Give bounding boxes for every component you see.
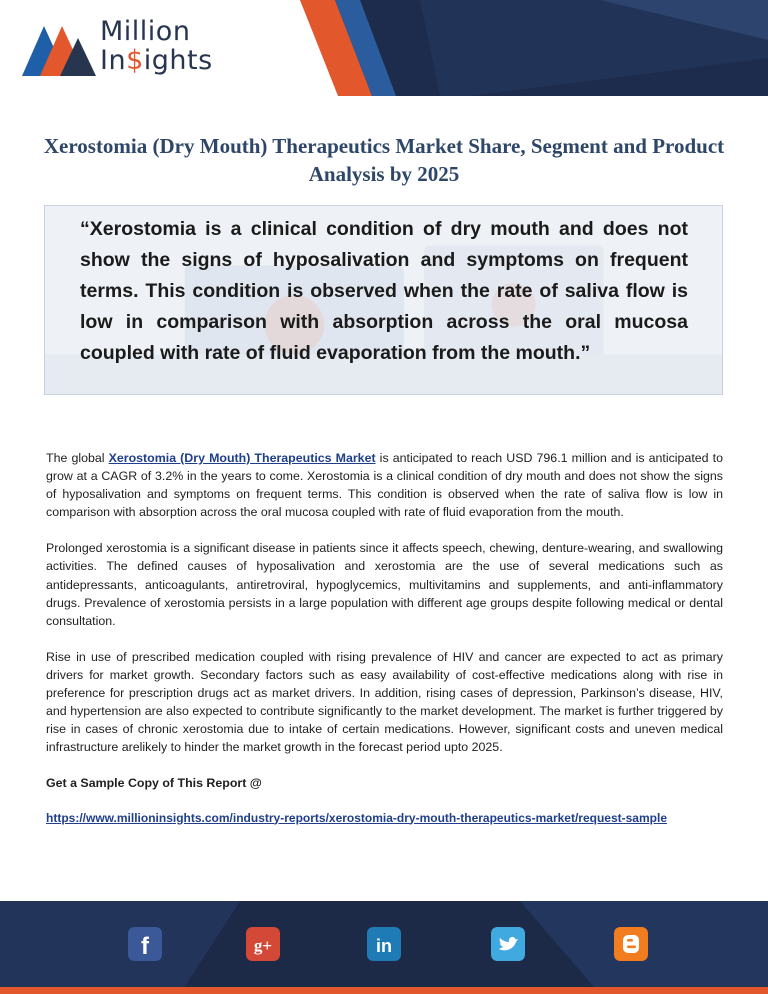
page-header [0,0,768,96]
paragraph-intro: The global Xerostomia (Dry Mouth) Therapeutics Market is anticipated to reach USD 796.1 million and is anticipated to grow at a CAGR of 3.2% in the years to come. Xerostomia is a clinical condition of dry mouth and does not show the signs of hyposalivation and symptoms on frequent terms. This condition is observed when the rate of saliva flow is low in comparison with absorption across the oral mucosa coupled with rate of fluid evaporation from the mouth. [46,451,723,520]
logo-mark-icon [22,18,96,76]
facebook-icon[interactable] [128,927,162,961]
paragraph-drivers: Rise in use of prescribed medication coupled with rising prevalence of HIV and cancer are expected to act as primary drivers for market growth. Secondary factors such as easy availability of cost-effective medications along with rise in preference for prescription drugs act as market drivers. In addition, rising cases of depression, Parkinson’s disease, HIV, and hypertension are also expected to contribute significantly to the market development. The market is further triggered by rise in cases of chronic xerostomia due to intake of certain medications. However, significant costs and uneven medical infrastructure arelikely to hinder the market growth in the forecast period upto 2025. [46,649,723,755]
linkedin-icon[interactable] [367,927,401,961]
sample-request-link[interactable]: https://www.millioninsights.com/industry-reports/xerostomia-dry-mouth-therapeutics-market/request-sample [46,810,667,825]
svg-text:f: f [141,933,149,960]
page-footer [0,901,768,994]
twitter-icon[interactable] [491,927,525,961]
quote-text: “Xerostomia is a clinical condition of dry mouth and does not show the signs of hyposalivation and symptoms on frequent terms. This condition is observed when the rate of saliva flow is low in comparison with absorption across the oral mucosa coupled with rate of fluid evaporation from the mouth.” [80,218,688,364]
svg-text:g+: g+ [253,936,273,955]
quote-box [44,205,723,395]
google-plus-icon[interactable] [246,927,280,961]
logo-text-insights: In$ights [100,45,213,76]
blogger-icon[interactable] [614,927,648,961]
million-insights-logo[interactable] [22,14,212,80]
paragraph-causes: Prolonged xerostomia is a significant disease in patients since it affects speech, chewing, denture-wearing, and swallowing activities. The defined causes of hyposalivation and xerostomia are the use of several medications such as antidepressants, anticoagulants, antiretroviral, hypoglycemics, multivitamins and supplements, and anti-inflammatory drugs. Prevalence of xerostomia persists in a large population with different age groups despite following medical or dental consultation. [46,541,723,628]
article-body [46,449,723,827]
svg-text:in: in [376,936,392,956]
logo-text-million: Million [100,16,191,47]
page-title: Xerostomia (Dry Mouth) Therapeutics Market Share, Segment and Product Analysis by 2025 [43,134,725,186]
sample-copy-heading: Get a Sample Copy of This Report @ [46,776,262,791]
market-report-link[interactable]: Xerostomia (Dry Mouth) Therapeutics Market [108,451,376,465]
